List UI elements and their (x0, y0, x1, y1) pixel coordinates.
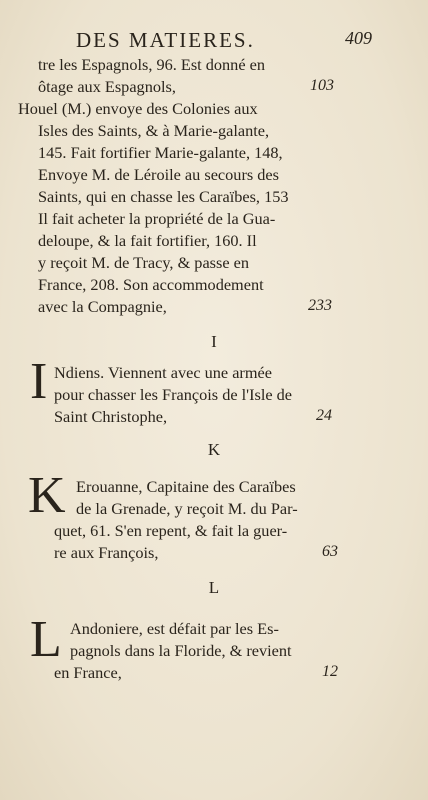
dropcap-k: K (28, 467, 66, 524)
index-line: Saint Christophe, (54, 407, 168, 426)
index-line: Isles des Saints, & à Marie-galante, (38, 121, 270, 140)
running-head (72, 28, 372, 52)
index-line: ôtage aux Espagnols, (38, 77, 176, 96)
index-line: de la Grenade, y reçoit M. du Par- (76, 499, 298, 518)
index-line: avec la Compagnie, (38, 297, 167, 316)
dropcap-i: I (30, 353, 48, 410)
index-line: France, 208. Son accommodement (38, 275, 264, 294)
page-number: 409 (345, 28, 372, 48)
index-line: Il fait acheter la propriété de la Gua- (38, 209, 276, 228)
index-line: re aux François, (54, 543, 159, 562)
section-letter-k: K (207, 440, 221, 459)
page-ref: 63 (322, 543, 338, 560)
index-line: Ndiens. Viennent avec une armée (54, 363, 272, 382)
section-letter-l: L (208, 578, 220, 597)
index-line: pagnols dans la Floride, & revient (70, 641, 292, 660)
running-head-title: DES MATIERES. (76, 28, 255, 52)
index-line: Erouanne, Capitaine des Caraïbes (76, 477, 296, 496)
page-ref: 103 (310, 77, 334, 94)
index-line: en France, (54, 663, 122, 682)
index-line: quet, 61. S'en repent, & fait la guer- (54, 521, 288, 540)
index-line: Houel (M.) envoye des Colonies aux (18, 99, 258, 118)
index-line: 145. Fait fortifier Marie-galante, 148, (38, 143, 283, 162)
page-ref: 233 (308, 297, 332, 314)
index-line: tre les Espagnols, 96. Est donné en (38, 55, 265, 74)
index-line: Envoye M. de Léroile au secours des (38, 165, 279, 184)
page-ref: 24 (316, 407, 332, 424)
index-line: Saints, qui en chasse les Caraïbes, 153 (38, 187, 289, 206)
dropcap-l: L (30, 611, 62, 668)
index-line: deloupe, & la fait fortifier, 160. Il (38, 231, 257, 250)
index-line: y reçoit M. de Tracy, & passe en (38, 253, 250, 272)
page-ref: 12 (322, 663, 338, 680)
index-line: Andoniere, est défait par les Es- (70, 619, 279, 638)
section-letter-i: I (211, 332, 217, 351)
index-line: pour chasser les François de l'Isle de (54, 385, 293, 404)
